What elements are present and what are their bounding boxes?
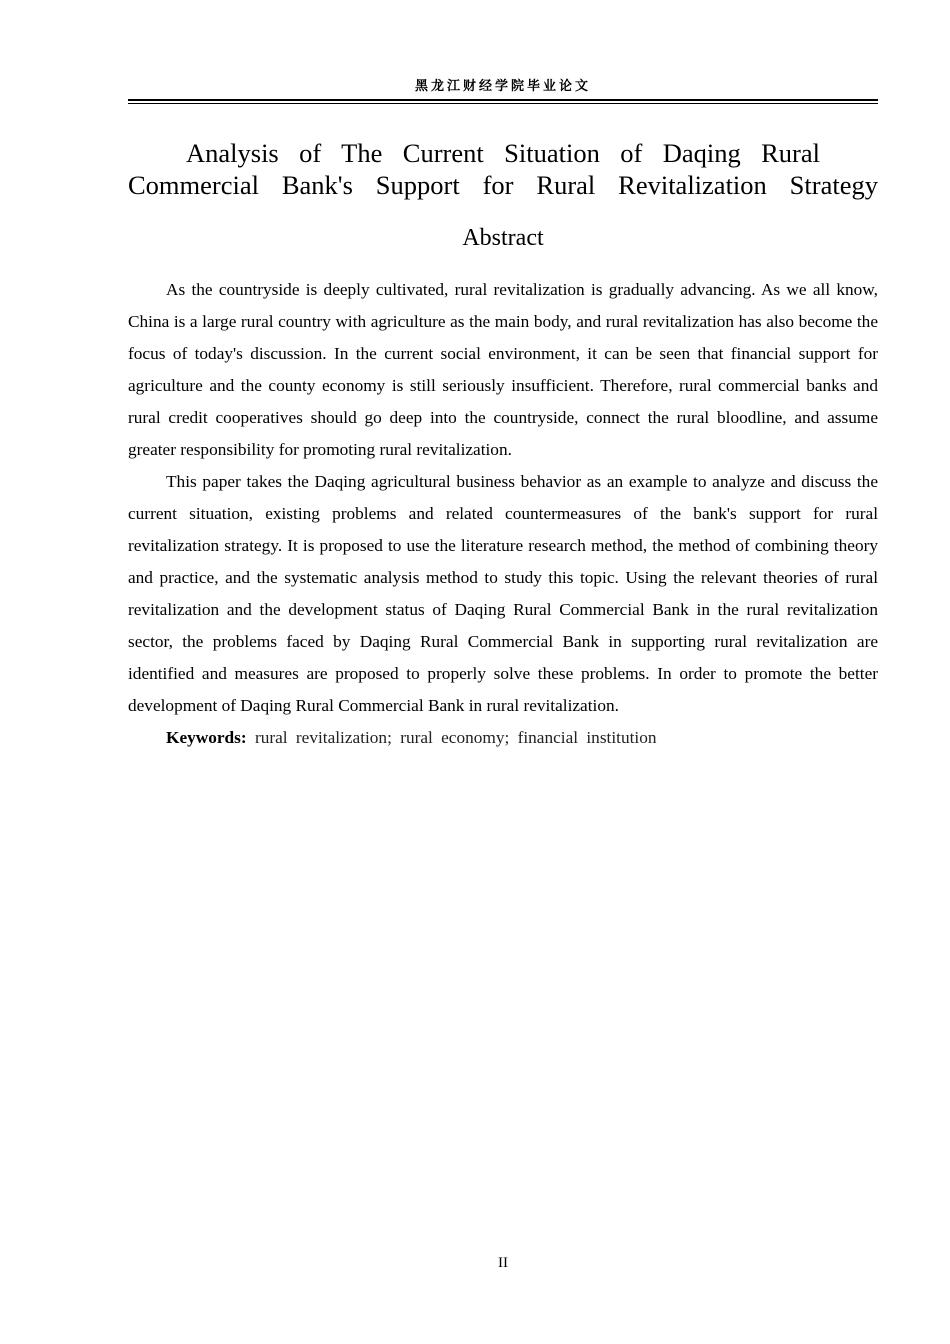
header-rule-thick: [128, 99, 878, 101]
keywords-text: rural revitalization; rural economy; financial institution: [254, 728, 657, 747]
title-line-1: Analysis of The Current Situation of Daqing Rural: [186, 138, 820, 168]
document-title: [128, 137, 878, 201]
title-line-2: Commercial Bank's Support for Rural Revitalization Strategy: [128, 170, 878, 200]
header-rule-thin: [128, 103, 878, 104]
keywords-line: [128, 722, 878, 754]
abstract-paragraph-1: As the countryside is deeply cultivated, rural revitalization is gradually advancing. As we all know, China is a large rural country with agriculture as the main body, and rural revitalization has also become the focus of today's discussion. In the current social environment, it can be seen that financial support for agriculture and the county economy is still seriously insufficient. Therefore, rural commercial banks and rural credit cooperatives should go deep into the countryside, connect the rural bloodline, and assume greater responsibility for promoting rural revitalization.: [128, 280, 878, 459]
page-number: II: [498, 1255, 508, 1271]
running-header: 黑龙江财经学院毕业论文: [414, 79, 591, 94]
abstract-body: [128, 274, 878, 754]
abstract-heading: Abstract: [462, 225, 544, 251]
keywords-label: Keywords:: [166, 728, 247, 747]
abstract-paragraph-2: This paper takes the Daqing agricultural business behavior as an example to analyze and discuss the current situation, existing problems and related countermeasures of the bank's support for rural revitalization strategy. It is proposed to use the literature research method, the method of combining theory and practice, and the systematic analysis method to study this topic. Using the relevant theories of rural revitalization and the development status of Daqing Rural Commercial Bank in the rural revitalization sector, the problems faced by Daqing Rural Commercial Bank in supporting rural revitalization are identified and measures are proposed to properly solve these problems. In order to promote the better development of Daqing Rural Commercial Bank in rural revitalization.: [128, 472, 878, 715]
